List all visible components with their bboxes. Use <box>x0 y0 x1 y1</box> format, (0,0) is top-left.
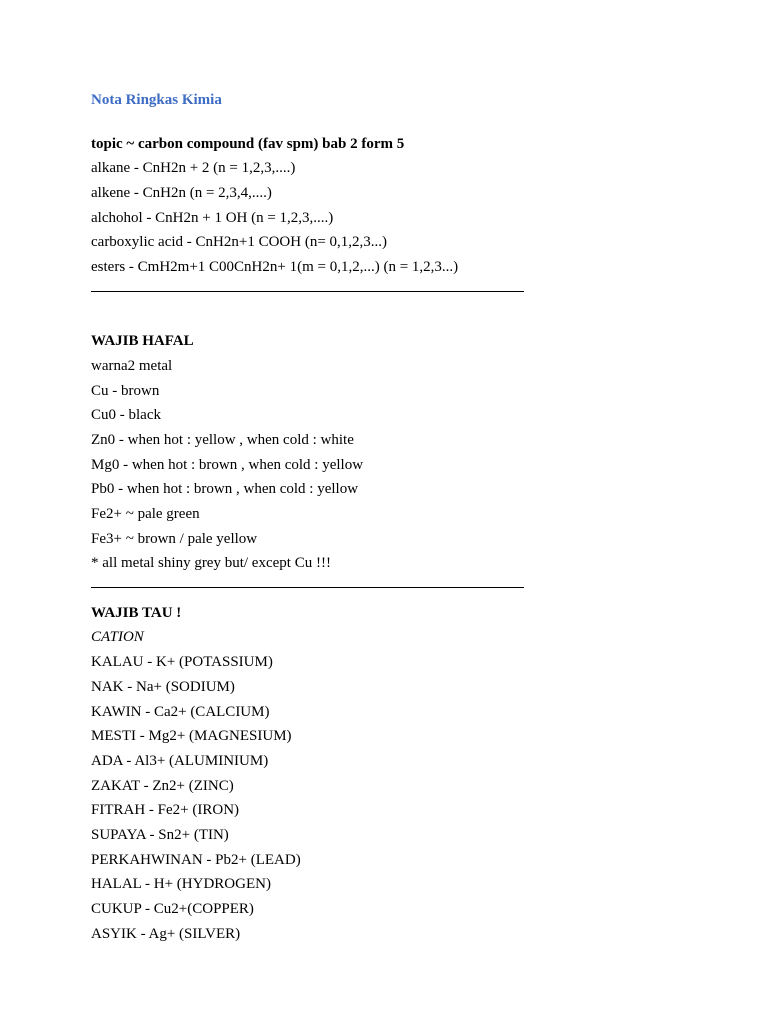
section-heading-wajib-hafal: WAJIB HAFAL <box>91 333 194 350</box>
list-item: HALAL - H+ (HYDROGEN) <box>91 876 271 893</box>
text-line: Cu - brown <box>91 382 160 399</box>
list-item: KAWIN - Ca2+ (CALCIUM) <box>91 703 270 720</box>
text-line: Zn0 - when hot : yellow , when cold : white <box>91 431 354 448</box>
text-line: Fe3+ ~ brown / pale yellow <box>91 530 258 547</box>
text-line-alcohol: alchohol - CnH2n + 1 OH (n = 1,2,3,....) <box>91 209 334 226</box>
list-item: NAK - Na+ (SODIUM) <box>91 678 235 695</box>
text-line: Pb0 - when hot : brown , when cold : yellow <box>91 481 359 498</box>
section-heading-carbon-compound: topic ~ carbon compound (fav spm) bab 2 form 5 <box>91 135 405 152</box>
horizontal-rule <box>91 280 711 305</box>
list-item: KALAU - K+ (POTASSIUM) <box>91 654 273 671</box>
blank-line <box>91 305 711 330</box>
list-item: CUKUP - Cu2+(COPPER) <box>91 901 254 917</box>
document-title: Nota Ringkas Kimia <box>91 92 222 108</box>
list-item: FITRAH - Fe2+ (IRON) <box>91 802 240 819</box>
text-line-carboxylic-acid: carboxylic acid - CnH2n+1 COOH (n= 0,1,2,3...) <box>91 234 388 251</box>
list-item: ZAKAT - Zn2+ (ZINC) <box>91 777 234 794</box>
text-line-esters: esters - CmH2m+1 C00CnH2n+ 1(m = 0,1,2,...) (n = 1,2,3...) <box>91 259 459 276</box>
text-line: * all metal shiny grey but/ except Cu !!! <box>91 555 331 572</box>
section-heading-wajib-tau: WAJIB TAU ! <box>91 604 182 621</box>
text-line: warna2 metal <box>91 357 173 374</box>
list-item: ADA - Al3+ (ALUMINIUM) <box>91 752 269 769</box>
text-line: Mg0 - when hot : brown , when cold : yellow <box>91 456 364 473</box>
list-item: SUPAYA - Sn2+ (TIN) <box>91 826 229 843</box>
spacer <box>91 113 711 132</box>
list-item: ASYIK - Ag+ (SILVER) <box>91 925 241 942</box>
text-line: Cu0 - black <box>91 407 161 424</box>
list-item: MESTI - Mg2+ (MAGNESIUM) <box>91 728 292 745</box>
text-line-alkene: alkene - CnH2n (n = 2,3,4,....) <box>91 185 272 202</box>
horizontal-rule <box>91 576 711 601</box>
list-item: PERKAHWINAN - Pb2+ (LEAD) <box>91 851 301 868</box>
document-page <box>91 88 711 946</box>
text-line: Fe2+ ~ pale green <box>91 506 200 522</box>
text-line-alkane: alkane - CnH2n + 2 (n = 1,2,3,....) <box>91 160 296 177</box>
subheading-cation: CATION <box>91 629 144 646</box>
